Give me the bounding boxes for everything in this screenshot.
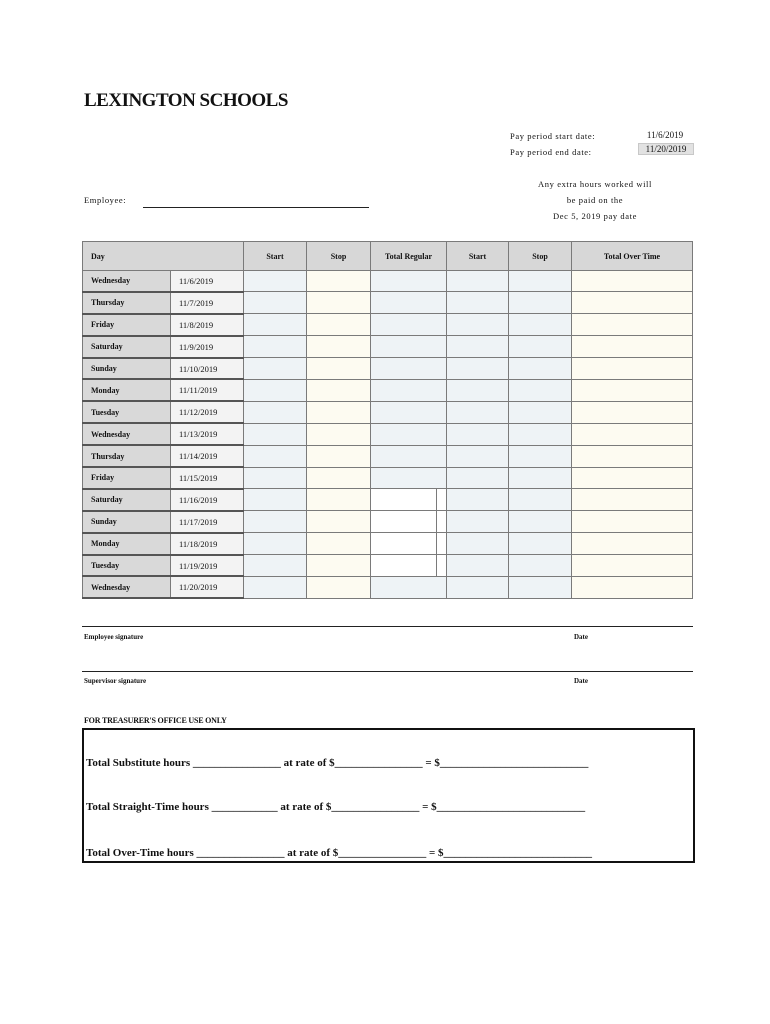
start-input[interactable] [244, 511, 307, 533]
date-cell: 11/8/2019 [171, 314, 244, 336]
table-row [83, 555, 693, 577]
total-overtime-input[interactable] [572, 423, 693, 445]
employee-name-field[interactable] [143, 207, 369, 208]
ot-start-input[interactable] [447, 467, 509, 489]
total-overtime-input[interactable] [572, 379, 693, 401]
day-cell: Thursday [83, 292, 171, 314]
total-overtime-input[interactable] [572, 533, 693, 555]
note-line-2: be paid on the [566, 195, 624, 205]
stop-input[interactable] [307, 533, 371, 555]
ot-start-input[interactable] [447, 401, 509, 423]
header-total-overtime: Total Over Time [572, 242, 693, 271]
stop-input[interactable] [307, 489, 371, 511]
total-regular-input[interactable] [371, 358, 447, 380]
ot-start-input[interactable] [447, 555, 509, 577]
ot-stop-input[interactable] [509, 271, 572, 292]
start-input[interactable] [244, 445, 307, 467]
total-regular-input[interactable] [371, 379, 447, 401]
header-ot-stop: Stop [509, 242, 572, 271]
header-day: Day [83, 242, 244, 271]
table-row [83, 533, 693, 555]
total-regular-input[interactable] [371, 314, 447, 336]
supervisor-date-label: Date [574, 677, 588, 685]
date-cell: 11/13/2019 [171, 423, 244, 445]
start-input[interactable] [244, 314, 307, 336]
ot-start-input[interactable] [447, 271, 509, 292]
day-cell: Saturday [83, 336, 171, 358]
total-regular-input[interactable] [371, 292, 447, 314]
start-input[interactable] [244, 271, 307, 292]
header-ot-start: Start [447, 242, 509, 271]
stop-input[interactable] [307, 271, 371, 292]
treasurer-office-heading: FOR TREASURER'S OFFICE USE ONLY [84, 716, 227, 725]
start-input[interactable] [244, 358, 307, 380]
ot-start-input[interactable] [447, 423, 509, 445]
header-total-regular: Total Regular [371, 242, 447, 271]
total-overtime-input[interactable] [572, 271, 693, 292]
day-cell: Friday [83, 467, 171, 489]
date-cell: 11/18/2019 [171, 533, 244, 555]
day-cell: Monday [83, 533, 171, 555]
overtime-hours-line[interactable]: Total Over-Time hours ________________ at rate of $________________ = $___________________________ [86, 847, 593, 859]
supervisor-signature-label: Supervisor signature [84, 677, 147, 685]
stop-input[interactable] [307, 379, 371, 401]
stop-input[interactable] [307, 445, 371, 467]
stop-input[interactable] [307, 292, 371, 314]
table-row [83, 379, 693, 401]
table-row [83, 467, 693, 489]
straight-time-hours-line[interactable]: Total Straight-Time hours ____________ at rate of $________________ = $___________________________ [86, 801, 586, 813]
date-cell: 11/14/2019 [171, 445, 244, 467]
ot-stop-input[interactable] [509, 292, 572, 314]
ot-start-input[interactable] [447, 489, 509, 511]
ot-stop-input[interactable] [509, 314, 572, 336]
total-regular-input[interactable] [371, 555, 447, 577]
note-line-3: Dec 5, 2019 pay date [553, 211, 637, 221]
pay-start-value[interactable]: 11/6/2019 [646, 130, 684, 140]
ot-start-input[interactable] [447, 314, 509, 336]
date-cell: 11/16/2019 [171, 489, 244, 511]
day-cell: Sunday [83, 358, 171, 380]
total-overtime-input[interactable] [572, 489, 693, 511]
total-overtime-input[interactable] [572, 358, 693, 380]
table-row [83, 445, 693, 467]
stop-input[interactable] [307, 467, 371, 489]
ot-stop-input[interactable] [509, 358, 572, 380]
date-cell: 11/11/2019 [171, 379, 244, 401]
table-row [83, 423, 693, 445]
stop-input[interactable] [307, 511, 371, 533]
date-cell: 11/10/2019 [171, 358, 244, 380]
pay-end-value[interactable]: 11/20/2019 [638, 143, 694, 155]
ot-stop-input[interactable] [509, 489, 572, 511]
ot-stop-input[interactable] [509, 555, 572, 577]
stop-input[interactable] [307, 423, 371, 445]
pay-start-label: Pay period start date: [510, 131, 596, 141]
start-input[interactable] [244, 555, 307, 577]
total-overtime-input[interactable] [572, 445, 693, 467]
stop-input[interactable] [307, 576, 371, 598]
employee-date-label: Date [574, 633, 588, 641]
total-overtime-input[interactable] [572, 314, 693, 336]
total-regular-input[interactable] [371, 576, 447, 598]
total-regular-input[interactable] [371, 467, 447, 489]
ot-start-input[interactable] [447, 511, 509, 533]
employee-signature-label: Employee signature [84, 633, 144, 641]
table-row [83, 292, 693, 314]
total-regular-input[interactable] [371, 445, 447, 467]
start-input[interactable] [244, 489, 307, 511]
header-start: Start [244, 242, 307, 271]
supervisor-signature-field[interactable] [82, 671, 693, 672]
table-row [83, 401, 693, 423]
day-cell: Wednesday [83, 576, 171, 598]
stop-input[interactable] [307, 401, 371, 423]
table-row [83, 489, 693, 511]
treasurer-office-box [82, 728, 695, 863]
day-cell: Sunday [83, 511, 171, 533]
ot-stop-input[interactable] [509, 467, 572, 489]
date-cell: 11/9/2019 [171, 336, 244, 358]
table-row [83, 511, 693, 533]
total-overtime-input[interactable] [572, 576, 693, 598]
ot-stop-input[interactable] [509, 511, 572, 533]
day-cell: Tuesday [83, 555, 171, 577]
date-cell: 11/15/2019 [171, 467, 244, 489]
ot-stop-input[interactable] [509, 576, 572, 598]
day-cell: Wednesday [83, 271, 171, 292]
day-cell: Tuesday [83, 401, 171, 423]
day-cell: Wednesday [83, 423, 171, 445]
timesheet-table [82, 241, 693, 599]
date-cell: 11/19/2019 [171, 555, 244, 577]
start-input[interactable] [244, 576, 307, 598]
start-input[interactable] [244, 292, 307, 314]
table-row [83, 336, 693, 358]
date-cell: 11/6/2019 [171, 271, 244, 292]
day-cell: Monday [83, 379, 171, 401]
total-regular-input[interactable] [371, 511, 447, 533]
start-input[interactable] [244, 533, 307, 555]
ot-start-input[interactable] [447, 379, 509, 401]
table-row [83, 314, 693, 336]
total-regular-input[interactable] [371, 336, 447, 358]
ot-start-input[interactable] [447, 358, 509, 380]
total-regular-input[interactable] [371, 271, 447, 292]
ot-stop-input[interactable] [509, 379, 572, 401]
start-input[interactable] [244, 467, 307, 489]
date-cell: 11/20/2019 [171, 576, 244, 598]
date-cell: 11/12/2019 [171, 401, 244, 423]
ot-stop-input[interactable] [509, 401, 572, 423]
substitute-hours-line[interactable]: Total Substitute hours ________________ at rate of $________________ = $___________________________ [86, 757, 589, 769]
start-input[interactable] [244, 379, 307, 401]
pay-end-label: Pay period end date: [510, 147, 592, 157]
header-stop: Stop [307, 242, 371, 271]
ot-start-input[interactable] [447, 576, 509, 598]
start-input[interactable] [244, 336, 307, 358]
table-row [83, 358, 693, 380]
total-overtime-input[interactable] [572, 401, 693, 423]
note-line-1: Any extra hours worked will [538, 179, 652, 189]
date-cell: 11/17/2019 [171, 511, 244, 533]
date-cell: 11/7/2019 [171, 292, 244, 314]
ot-start-input[interactable] [447, 292, 509, 314]
page-title: LEXINGTON SCHOOLS [84, 90, 288, 111]
table-row [83, 271, 693, 292]
total-overtime-input[interactable] [572, 292, 693, 314]
total-regular-input[interactable] [371, 401, 447, 423]
stop-input[interactable] [307, 555, 371, 577]
ot-stop-input[interactable] [509, 533, 572, 555]
total-overtime-input[interactable] [572, 467, 693, 489]
day-cell: Saturday [83, 489, 171, 511]
employee-label: Employee: [84, 195, 127, 205]
employee-signature-field[interactable] [82, 626, 693, 627]
table-row [83, 576, 693, 598]
start-input[interactable] [244, 423, 307, 445]
ot-start-input[interactable] [447, 445, 509, 467]
ot-start-input[interactable] [447, 336, 509, 358]
start-input[interactable] [244, 401, 307, 423]
total-regular-input[interactable] [371, 489, 447, 511]
total-overtime-input[interactable] [572, 336, 693, 358]
total-overtime-input[interactable] [572, 555, 693, 577]
ot-stop-input[interactable] [509, 423, 572, 445]
total-overtime-input[interactable] [572, 511, 693, 533]
ot-stop-input[interactable] [509, 445, 572, 467]
stop-input[interactable] [307, 314, 371, 336]
total-regular-input[interactable] [371, 533, 447, 555]
day-cell: Thursday [83, 445, 171, 467]
stop-input[interactable] [307, 336, 371, 358]
ot-stop-input[interactable] [509, 336, 572, 358]
total-regular-input[interactable] [371, 423, 447, 445]
day-cell: Friday [83, 314, 171, 336]
ot-start-input[interactable] [447, 533, 509, 555]
stop-input[interactable] [307, 358, 371, 380]
